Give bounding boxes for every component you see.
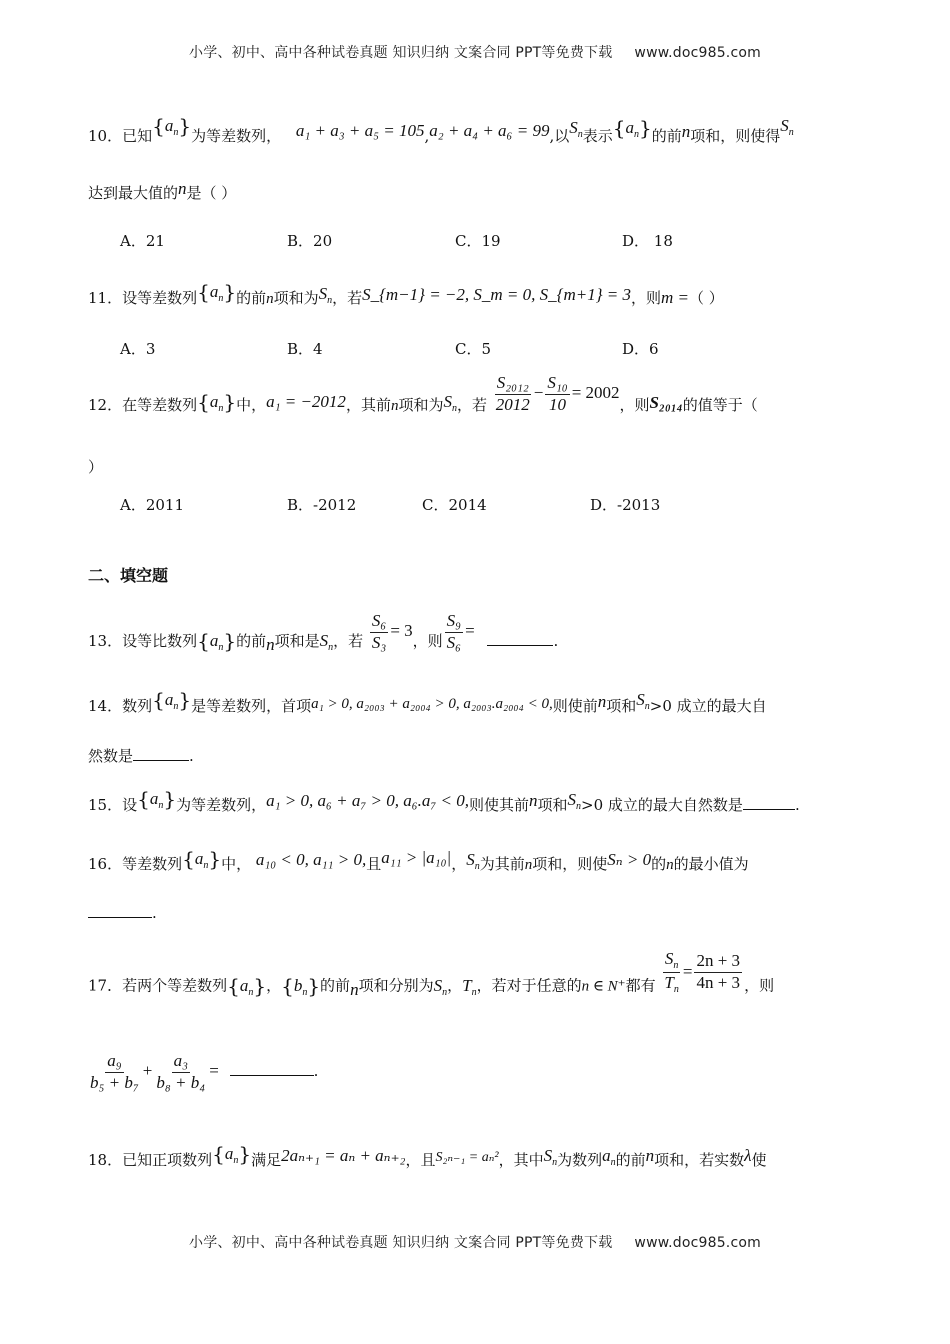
q11-option-d: D．6 [622,340,659,358]
q17-nN: n ∈ N⁺ [581,978,626,995]
q16-eq: a₁₀ < 0, a₁₁ > 0, [255,850,367,869]
question-15: 15．设$\{a_n\}$为等差数列，a₁ > 0, a₆ + a₇ > 0, a₆.a₇ < 0,则使其前n项和$S_n>0$ 成立的最大自然数是 . [88,787,800,814]
q10-option-d: D． 18 [622,232,673,250]
q11-option-b: B．4 [287,340,323,358]
q11-number: 11．设等差数列 [88,289,198,307]
page-header [0,42,950,62]
q13-answer-blank[interactable] [487,633,553,646]
section-title: 二、填空题 [88,566,169,585]
q17-sum-fraction-1: $\frac{\text{a₉}}{\text{b₅ + b₇}}$ [90,1051,139,1092]
q12-option-b: B．-2012 [287,496,357,514]
q18-eq2: S₂ₙ₋₁ = aₙ² [435,1150,499,1165]
q18-number: 18．已知正项数列 [88,1151,213,1169]
q15-number: 15．设 [88,796,138,814]
q10-eq2: a₂ + a₄ + a₆ = 99 [429,121,550,140]
q17-number: 17．若两个等差数列 [88,976,228,995]
q11-option-c: C．5 [455,340,492,358]
q16-number: 16．等差数列 [88,855,183,873]
question-17-cont: $\frac{\text{a₉}}{\text{b₅ + b₇}}$ + $\frac{\text{a₃}}{\text{b₈ + b₄}}$ = . [90,1051,319,1092]
q17-answer-blank[interactable] [230,1063,314,1076]
question-10-cont: 达到最大值的n是（ ） [88,179,237,202]
page-footer [0,1232,950,1252]
q12-option-c: C．2014 [422,496,487,514]
q18-lambda: λ [744,1146,752,1165]
footer-site-link[interactable]: www.doc985.com [634,1235,761,1251]
q10-n: n [681,122,691,141]
question-14: 14．数列$\{a_n\}$是等差数列，首项a₁ > 0, a₂₀₀₃ + a₂₀₀₄ > 0, a₂₀₀₃.a₂₀₀₄ < 0,则使前n项和$S_n>0$ 成立的最大自 [88,688,767,715]
q10-Sn: $S_n$ [569,118,583,140]
q11-m: m = [660,288,689,307]
q14-answer-blank[interactable] [133,748,189,761]
q10-eq1: a₁ + a₃ + a₅ = 105 [295,121,425,140]
q13-number: 13．设等比数列 [88,632,198,651]
q10-number: 10．已知 [88,127,153,145]
q17-rhs-fraction: $\frac{2n + 3}{4n + 3}$ [696,951,741,992]
header-site-link[interactable]: www.doc985.com [634,45,761,61]
question-17: 17．若两个等差数列$\{a_n\}$，$\{b_n\}$的前n项和分别为$S_n$，$T_n$，若对于任意的n ∈ N⁺都有 $\frac{S_n}{T_n}$ = $\frac{2n + 3}{4n + 3}$ ，则 [88,949,775,999]
q10-option-c: C．19 [455,232,501,250]
q10-option-b: B．20 [287,232,333,250]
footer-text: 小学、初中、高中各种试卷真题 知识归纳 文案合同 PPT等免费下载 [189,1235,613,1251]
q15-answer-blank[interactable] [743,797,795,810]
question-13: 13．设等比数列$\{a_n\}$的前n项和是$S_n$，若 $\frac{\text{S₆}}{\text{S₃}}$ = 3，则 $\frac{\text{S₉}}{\text{S₆}}$ = . [88,611,559,655]
q12-option-a: A．2011 [120,496,185,514]
q14-eq: a₁ > 0, a₂₀₀₃ + a₂₀₀₄ > 0, a₂₀₀₃.a₂₀₀₄ < 0, [311,696,553,712]
question-18: 18．已知正项数列$\{a_n\}$满足2aₙ₊₁ = aₙ + aₙ₊₂，且S₂ₙ₋₁ = aₙ²，其中$S_n$为数列$a_n$的前n项和，若实数λ使 [88,1142,767,1169]
q10-Sn2: $S_n$ [780,116,794,138]
q11-eq: S_{m−1} = −2, S_m = 0, S_{m+1} = 3 [362,285,631,304]
q10-seq: $\{a_n\}$ [152,114,192,138]
header-text: 小学、初中、高中各种试卷真题 知识归纳 文案合同 PPT等免费下载 [189,45,613,61]
question-12-cont: ） [88,458,104,476]
question-14-cont: 然数是 . [88,747,194,765]
q10-seq2: $\{a_n\}$ [612,116,652,140]
q16-abs: a₁₁ > |a₁₀| [381,848,452,867]
question-16-cont: . [88,905,157,921]
q14-number: 14．数列 [88,697,153,715]
question-16: 16．等差数列$\{a_n\}$中， a₁₀ < 0, a₁₁ > 0,且a₁₁ > |a₁₀|，$S_n$为其前n项和，则使Sₙ > 0的n的最小值为 [88,847,749,873]
q12-option-d: D．-2013 [590,496,661,514]
q10-option-a: A．21 [120,232,165,250]
q13-fraction-2: $\frac{\text{S₉}}{\text{S₆}}$ [446,611,462,652]
q11-option-a: A．3 [120,340,156,358]
q13-fraction-1: $\frac{\text{S₆}}{\text{S₃}}$ [371,611,387,652]
question-10: 10．已知$\{a_n\}$为等差数列， a₁ + a₃ + a₅ = 105,a₂ + a₄ + a₆ = 99,以$S_n$表示$\{a_n\}$的前n项和，则使得$S_n$ [88,114,794,145]
q12-number: 12．在等差数列 [88,396,198,415]
q16-Sn: Sₙ > 0 [607,850,652,869]
q12-S2014: S₂₀₁₄ [649,393,683,413]
q18-eq1: 2aₙ₊₁ = aₙ + aₙ₊₂ [281,1146,406,1165]
q12-fraction-2: $\frac{\text{S₁₀}}{10}$ [547,373,568,414]
q17-ratio-fraction: $\frac{S_n}{T_n}$ [664,949,679,995]
q17-sum-fraction-2: $\frac{\text{a₃}}{\text{b₈ + b₄}}$ [156,1051,206,1092]
q15-eq: a₁ > 0, a₆ + a₇ > 0, a₆.a₇ < 0, [266,791,470,810]
question-12: 12．在等差数列$\{a_n\}$中，a₁ = −2012，其前n项和为$S_n$，若 $\frac{\text{S₂₀₁₂}}{2012}$ − $\frac{\text{S₁₀}}{10}$ = 2002，则S₂₀₁₄的值等于（ [88,373,758,415]
q12-fraction-1: $\frac{\text{S₂₀₁₂}}{2012}$ [495,373,530,414]
q16-answer-blank[interactable] [88,905,152,918]
question-11: 11．设等差数列$\{a_n\}$的前n项和为$S_n$，若S_{m−1} = −2, S_m = 0, S_{m+1} = 3，则m =（ ） [88,280,724,307]
q12-a1: a₁ = −2012 [266,392,346,412]
